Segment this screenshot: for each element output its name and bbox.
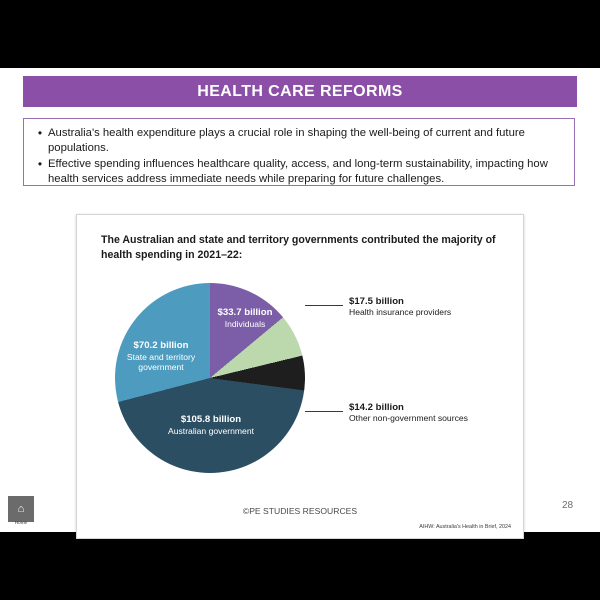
- page-number: 28: [562, 500, 574, 511]
- chart-card: [76, 214, 524, 539]
- bullet-dot-icon: •: [37, 126, 43, 140]
- callout-other-non-government-sources: $14.2 billion Other non-government sources: [349, 402, 468, 423]
- pie-slice-label-state-territory: $70.2 billion State and territory government: [126, 340, 196, 372]
- leader-line-health-insurance: [305, 305, 343, 306]
- slide-title-bar: [23, 76, 577, 107]
- bullet-dot-icon: •: [37, 157, 43, 172]
- bullet-text: Australia's health expenditure plays a crucial role in shaping the well-being of current and future populations.: [48, 127, 525, 155]
- chart-source-note: AIHW: Australia's Health in Brief, 2024: [419, 524, 511, 530]
- home-icon[interactable]: ⌂: [8, 496, 34, 522]
- home-button-label: Home: [14, 520, 28, 525]
- bullet-list-box: [23, 118, 575, 186]
- pie-slice-label-australian-government: $105.8 billion Australian government: [168, 414, 254, 436]
- leader-line-other-sources: [305, 411, 343, 412]
- bullet-text: Effective spending influences healthcare quality, access, and long-term sustainability, impacting how health services address immediate needs while preparing for future challenges.: [48, 158, 548, 186]
- pie-slice-label-individuals: $33.7 billion Individuals: [217, 307, 273, 329]
- footer-copyright: ©PE STUDIES RESOURCES: [242, 506, 358, 516]
- slide: [0, 68, 600, 532]
- list-item: [32, 126, 566, 156]
- pie-chart: [115, 283, 305, 473]
- chart-title: The Australian and state and territory governments contributed the majority of health spending in 2021–22:: [101, 234, 496, 261]
- list-item: [32, 157, 566, 187]
- callout-health-insurance-providers: $17.5 billion Health insurance providers: [349, 296, 452, 317]
- page-title: HEALTH CARE REFORMS: [197, 82, 403, 100]
